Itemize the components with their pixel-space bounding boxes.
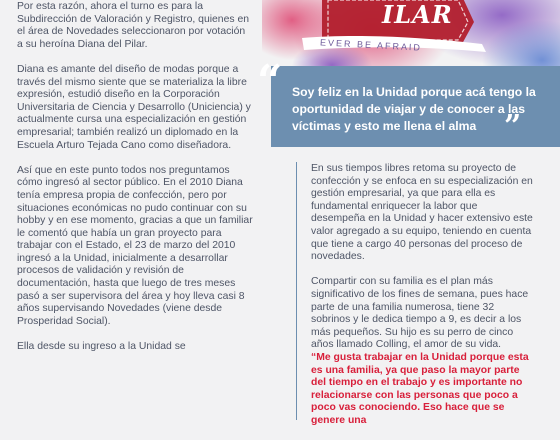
left-paragraph-4: Ella desde su ingreso a la Unidad se: [17, 341, 186, 353]
highlighted-quote: “Me gusta trabajar en la Unidad porque esta es una familia, ya que paso la mayor parte del tiempo en el trabajo y es importante no relacionarse con las personas que poco a poco vas conociendo. Eso hace que se genere una: [311, 351, 529, 426]
right-paragraph-2: Compartir con su familia es el plan más significativo de los fines de semana, pues hace parte de una familia numerosa, tiene 32 sobrinos y le dedica tiempo a 9, es decir a los más pequeños. Su hijo es su perro de cinco años llamado Colling, el amor de su vida.: [311, 276, 529, 351]
close-quote-icon: ”: [504, 109, 522, 144]
banner-tagline: EVER BE AFRAID: [319, 37, 423, 53]
right-paragraph-1: En sus tiempos libres retoma su proyecto de confección y se enfoca en su especialización en gestión empresarial, ya que para ella es fundamental enriquecer la labor que desempeña en la Unidad y hacer extensivo este valor agregado a su equipo, teniendo en cuenta que tiene a cargo 40 personas del proceso de novedades.: [311, 163, 533, 263]
banner-word: ILAR: [382, 0, 453, 29]
pull-quote-text: Soy feliz en la Unidad porque acá tengo la oportunidad de viajar y de conocer a las víctimas y esto me llena el alma: [292, 85, 536, 133]
left-column: [17, 0, 253, 366]
open-quote-icon: “: [257, 56, 283, 107]
right-column: [311, 163, 533, 440]
left-paragraph-2: Diana es amante del diseño de modas porque a través del mismo siente que se materializa la libre expresión, estudió diseño en la Corporación Universitaria de Ciencia y Desarrollo (Uniciencia) y actualmente cursa una especialización en gestión empresarial; también realizó un diplomado en la Escuela Arturo Tejada Cano como diseñadora.: [17, 63, 251, 151]
column-divider: [296, 162, 297, 420]
left-paragraph-3: Así que en este punto todos nos preguntamos cómo ingresó al sector público. En el 2010 Diana tenía empresa propia de confección, pero por situaciones económicas no pudo continuar con su hobby y en ese momento, gracias a que un familiar le comentó que había un gran proyecto para trabajar con el Estado, el 23 de marzo del 2010 ingresó a la Unidad, inicialmente a desarrollar procesos de validación y revisión de documentación, hasta que luego de tres meses pasó a ser supervisora del área y hoy lleva casi 8 años supervisando Novedades (viene desde Prosperidad Social).: [17, 164, 253, 327]
left-paragraph-1: Por esta razón, ahora el turno es para la Subdirección de Valoración y Registro, quienes en el área de Novedades seleccionaron por votación a su heroína Diana del Pilar.: [17, 1, 250, 50]
